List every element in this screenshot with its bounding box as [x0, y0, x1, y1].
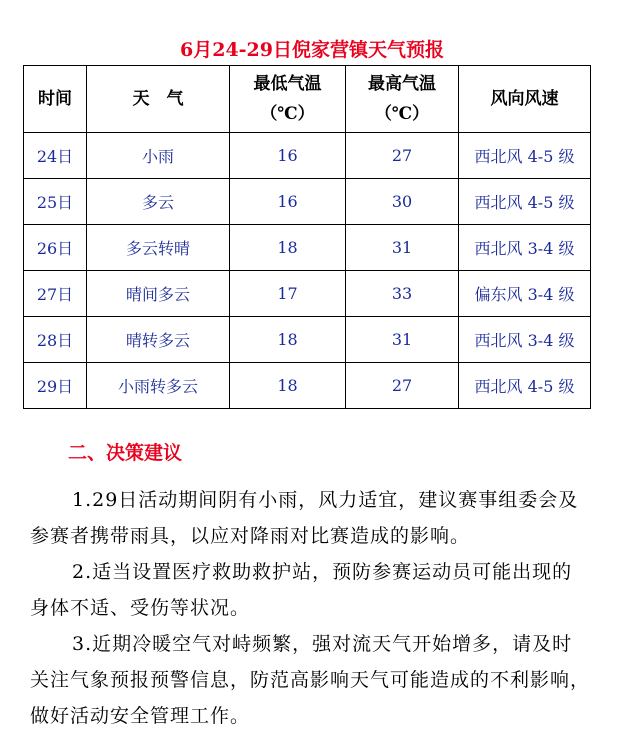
- cell-weather: 晴转多云: [87, 317, 230, 363]
- paragraph-3: 3.近期冷暖空气对峙频繁，强对流天气开始增多，请及时关注气象预报预警信息，防范高影响天气可能造成的不利影响，做好活动安全管理工作。: [30, 633, 591, 727]
- cell-wind: 西北风 4-5 级: [459, 133, 591, 179]
- cell-min-temp: 17: [230, 271, 346, 317]
- paragraph-2: 2.适当设置医疗救助救护站，预防参赛运动员可能出现的身体不适、受伤等状况。: [30, 561, 573, 619]
- cell-date: 28日: [24, 317, 87, 363]
- table-row: [24, 133, 591, 179]
- forecast-title: 6月24-29日倪家营镇天气预报: [180, 39, 444, 61]
- table-header-row: [24, 66, 591, 133]
- cell-date: 26日: [24, 225, 87, 271]
- header-max-temp-unit: （℃）: [374, 104, 430, 124]
- cell-date: 24日: [24, 133, 87, 179]
- cell-max-temp: 31: [346, 317, 459, 363]
- cell-max-temp: 27: [346, 133, 459, 179]
- cell-max-temp: 27: [346, 363, 459, 409]
- header-min-temp-unit: （℃）: [260, 104, 315, 124]
- table-row: [24, 179, 591, 225]
- header-wind: 风向风速: [459, 66, 591, 133]
- header-min-temp-label: 最低气温: [253, 74, 322, 94]
- cell-date: 25日: [24, 179, 87, 225]
- cell-max-temp: 33: [346, 271, 459, 317]
- cell-min-temp: 18: [230, 317, 346, 363]
- cell-weather: 多云转晴: [87, 225, 230, 271]
- cell-min-temp: 18: [230, 225, 346, 271]
- header-min-temp: [230, 66, 346, 133]
- table-row: [24, 271, 591, 317]
- header-time: 时间: [24, 66, 87, 133]
- table-row: [24, 317, 591, 363]
- cell-max-temp: 30: [346, 179, 459, 225]
- header-weather: 天 气: [87, 66, 230, 133]
- header-max-temp-label: 最高气温: [368, 74, 436, 94]
- paragraph-1: 1.29日活动期间阴有小雨，风力适宜，建议赛事组委会及参赛者携带雨具，以应对降雨对比赛造成的影响。: [30, 489, 579, 547]
- cell-wind: 偏东风 3-4 级: [459, 271, 591, 317]
- cell-min-temp: 18: [230, 363, 346, 409]
- forecast-table: [23, 65, 591, 409]
- cell-weather: 小雨: [87, 133, 230, 179]
- cell-weather: 晴间多云: [87, 271, 230, 317]
- cell-wind: 西北风 4-5 级: [459, 179, 591, 225]
- section-heading: 二、决策建议: [68, 442, 183, 464]
- cell-min-temp: 16: [230, 179, 346, 225]
- cell-weather: 多云: [87, 179, 230, 225]
- table-row: [24, 363, 591, 409]
- cell-wind: 西北风 3-4 级: [459, 225, 591, 271]
- cell-date: 29日: [24, 363, 87, 409]
- cell-wind: 西北风 3-4 级: [459, 317, 591, 363]
- cell-weather: 小雨转多云: [87, 363, 230, 409]
- cell-wind: 西北风 4-5 级: [459, 363, 591, 409]
- cell-date: 27日: [24, 271, 87, 317]
- cell-max-temp: 31: [346, 225, 459, 271]
- table-row: [24, 225, 591, 271]
- cell-min-temp: 16: [230, 133, 346, 179]
- header-max-temp: [346, 66, 459, 133]
